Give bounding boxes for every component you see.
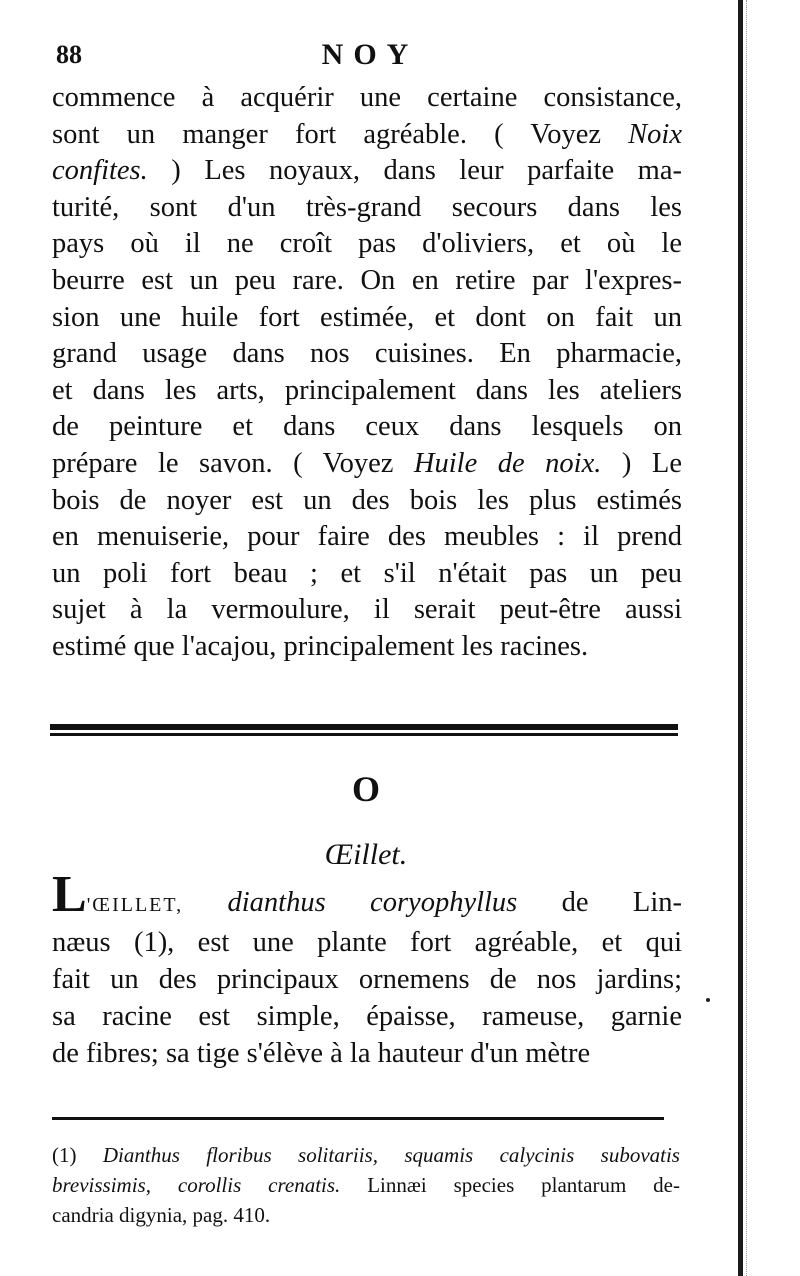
text-line: commence à acquérir une certaine consistance, <box>52 82 682 113</box>
page-number: 88 <box>56 40 82 69</box>
text-line: un poli fort beau ; et s'il n'était pas un peu <box>52 557 682 589</box>
divider-thick-rule <box>50 724 678 730</box>
text-line: sujet à la vermoulure, il serait peut-être aussi <box>52 594 682 626</box>
text-line <box>52 153 682 190</box>
text-line <box>52 117 682 154</box>
text-line: grand usage dans nos cuisines. En pharmacie, <box>52 338 682 370</box>
footnote-line <box>52 1140 680 1170</box>
text-run: de Lin- <box>517 887 682 918</box>
italic-latin-text: brevissimis, corollis crenatis. <box>52 1173 341 1197</box>
text-line: turité, sont d'un très-grand secours dans les <box>52 191 682 223</box>
italic-latin-text: Dianthus floribus solitariis, squamis calycinis subovatis <box>102 1143 680 1167</box>
italic-reference: Noix <box>628 118 682 150</box>
section-letter-heading: O <box>351 769 380 809</box>
entry-paragraph <box>52 866 682 1072</box>
text-line: en menuiserie, pour faire des meubles : il prend <box>52 521 682 553</box>
text-line <box>52 866 682 924</box>
italic-reference: confites. <box>52 155 148 187</box>
text-run: Linnæi species plantarum de- <box>340 1173 680 1197</box>
text-line: beurre est un peu rare. On en retire par l'expres- <box>52 264 682 296</box>
page-header <box>56 36 684 76</box>
text-line: de peinture et dans ceux dans lesquels on <box>52 411 682 443</box>
text-run: ) Le <box>601 447 682 479</box>
footnote-rule <box>52 1117 664 1120</box>
footnote <box>52 1140 680 1230</box>
text-line: fait un des principaux ornemens de nos jardins; <box>52 964 682 995</box>
page-edge-border <box>738 0 743 1276</box>
page-edge-margin <box>746 0 787 1276</box>
text-run: prépare le savon. ( Voyez <box>52 447 414 479</box>
footnote-line <box>52 1170 680 1200</box>
text-line: de fibres; sa tige s'élève à la hauteur d'un mètre <box>52 1038 591 1069</box>
italic-reference: Huile de noix. <box>413 447 602 479</box>
ink-speck <box>706 998 710 1002</box>
text-line: bois de noyer est un des bois les plus estimés <box>52 484 682 516</box>
drop-cap: L <box>52 866 87 923</box>
italic-latin-name: dianthus coryophyllus <box>227 887 518 918</box>
text-run: ) Les noyaux, dans leur parfaite ma- <box>147 155 682 187</box>
text-line: sa racine est simple, épaisse, rameuse, garnie <box>52 1001 682 1032</box>
text-line: pays où il ne croît pas d'oliviers, et où le <box>52 228 682 260</box>
entry-title: Œillet. <box>324 838 408 871</box>
text-line: estimé que l'acajou, principalement les racines. <box>52 630 589 662</box>
text-run: sont un manger fort agréable. ( Voyez <box>52 118 629 150</box>
text-line: et dans les arts, principalement dans les ateliers <box>52 374 682 406</box>
running-head: NOY <box>321 38 419 71</box>
footnote-marker: (1) <box>52 1143 103 1167</box>
text-line: næus (1), est une plante fort agréable, et qui <box>52 927 682 958</box>
body-paragraph <box>52 80 682 666</box>
text-run <box>183 887 227 918</box>
divider-thin-rule <box>50 733 678 736</box>
small-caps-term: 'ŒILLET, <box>86 894 184 916</box>
footnote-line: candria digynia, pag. 410. <box>52 1203 271 1227</box>
text-line <box>52 446 682 483</box>
section-divider <box>50 722 678 740</box>
text-line: sion une huile fort estimée, et dont on fait un <box>52 301 682 333</box>
